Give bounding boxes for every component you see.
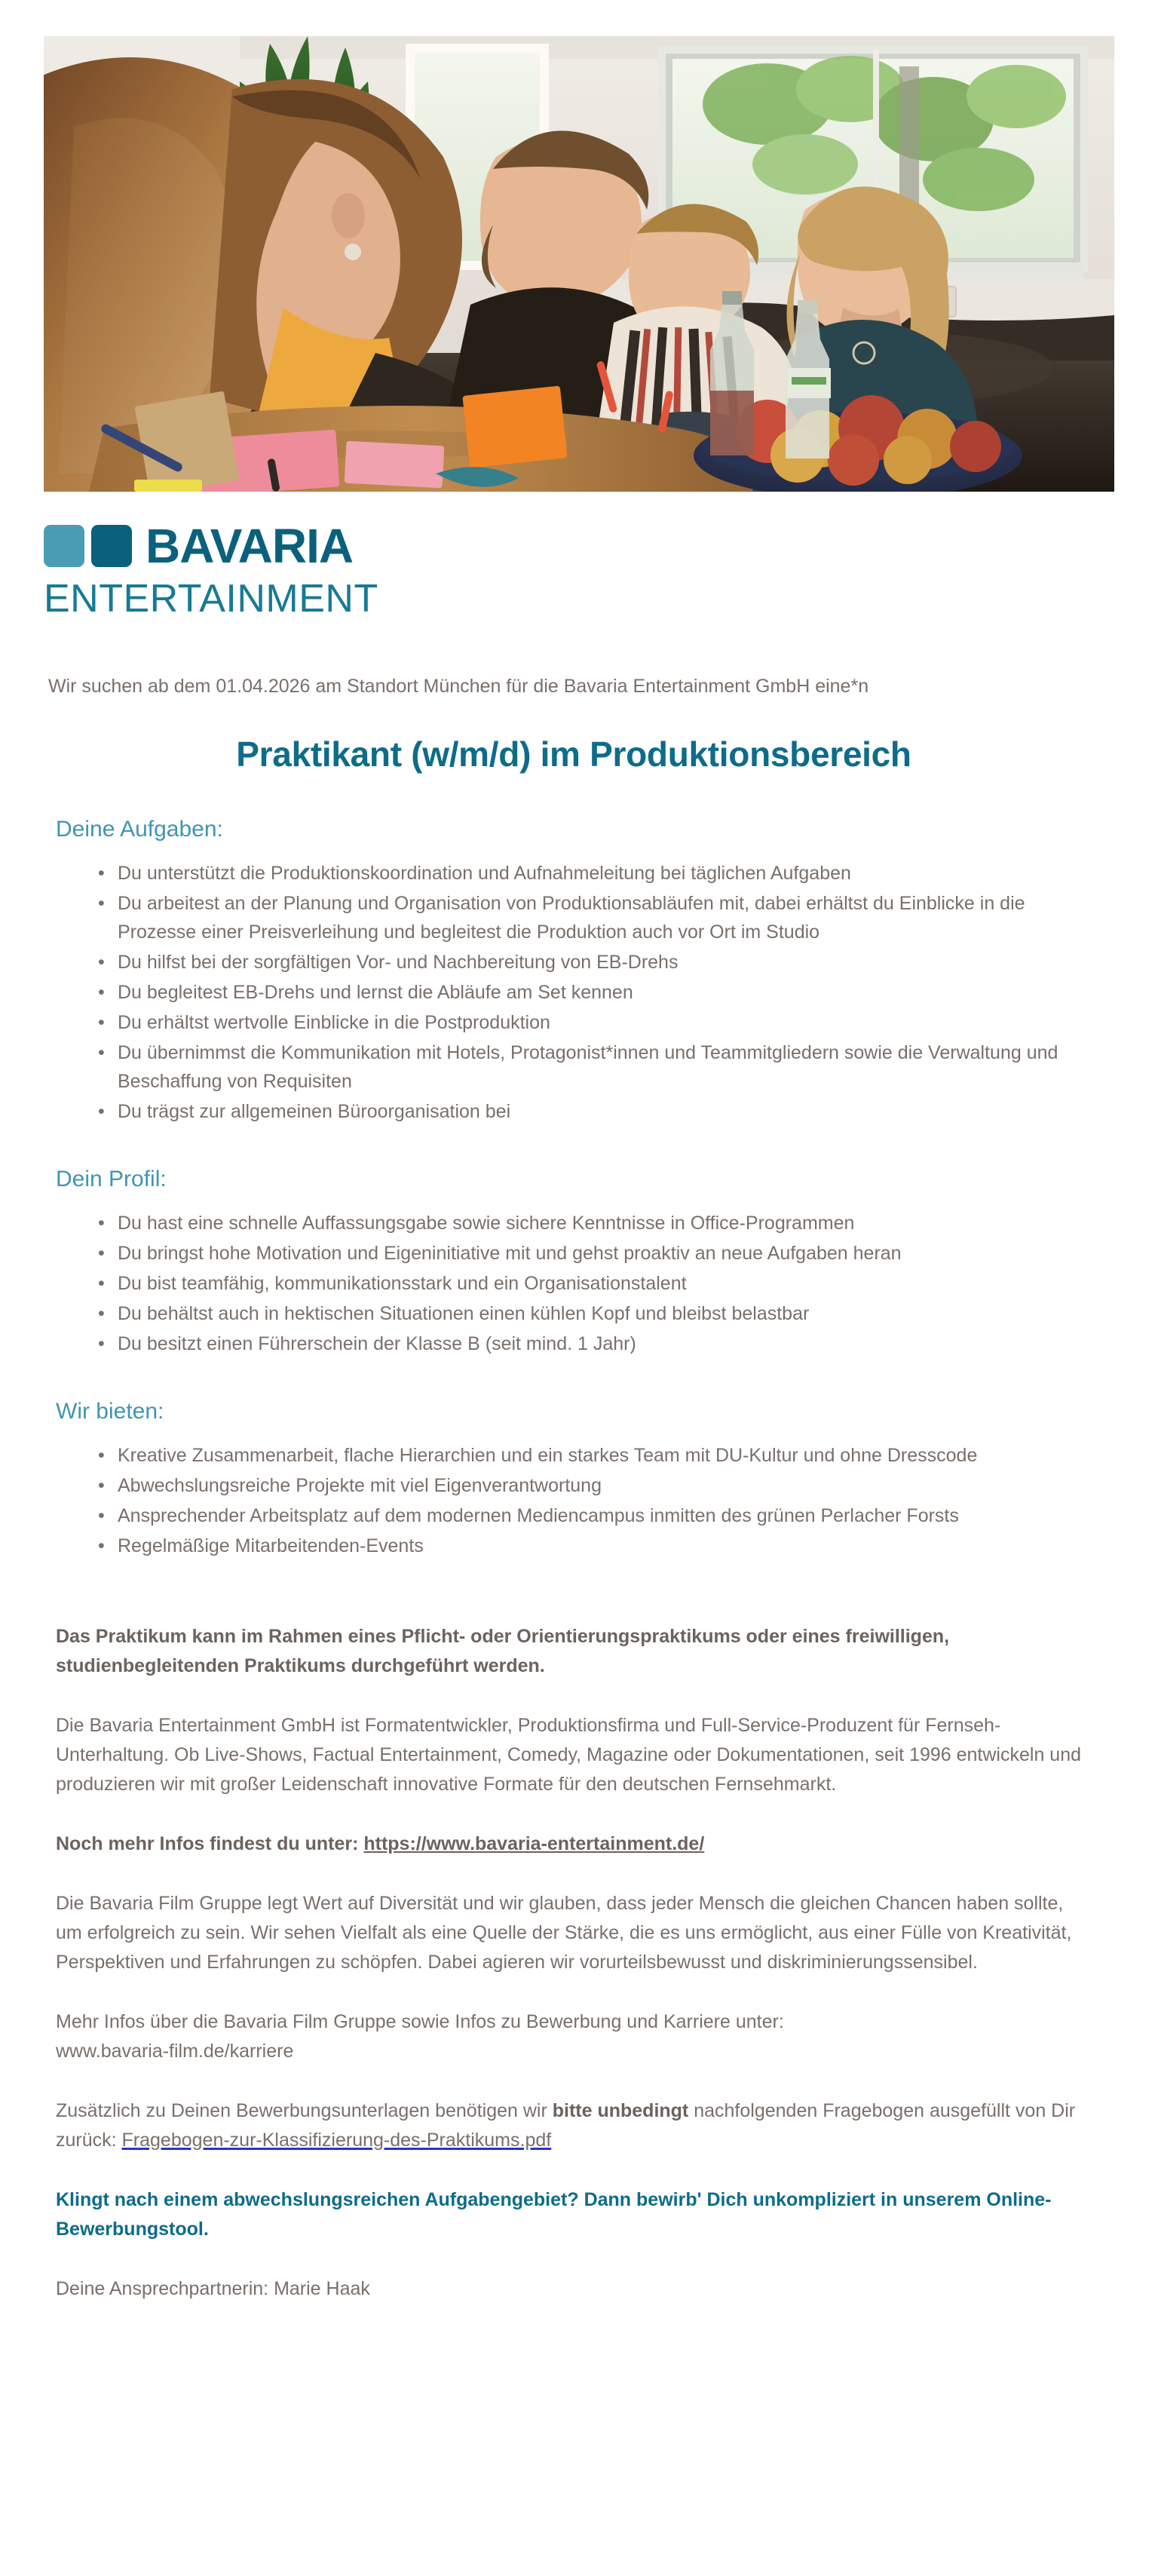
intro-line: Wir suchen ab dem 01.04.2026 am Standort München für die Bavaria Entertainment GmbH eine*n xyxy=(48,676,869,697)
logo-subwordmark: ENTERTAINMENT xyxy=(44,577,378,621)
logo-row xyxy=(44,519,1158,573)
section-heading: Deine Aufgaben: xyxy=(56,817,223,842)
wir-bieten-list xyxy=(48,1441,1099,1560)
bottom-spacer xyxy=(48,2304,1099,2334)
list-item: • Du unterstützt die Produktionskoordination und Aufnahmeleitung bei täglichen Aufgaben xyxy=(115,859,1099,888)
job-content xyxy=(0,673,1158,2334)
list-item: • Regelmäßige Mitarbeitenden-Events xyxy=(115,1532,1099,1560)
internship-note: Das Praktikum kann im Rahmen eines Pflicht- oder Orientierungspraktikums oder eines freiwilligen, studienbegleitenden Praktikums durchgeführt werden. xyxy=(56,1626,950,1676)
website-link[interactable]: https://www.bavaria-entertainment.de/ xyxy=(363,1833,705,1854)
career-info-line2: www.bavaria-film.de/karriere xyxy=(56,2041,294,2062)
logo-square-light-icon xyxy=(44,525,84,567)
list-item: • Du hast eine schnelle Auffassungsgabe sowie sichere Kenntnisse in Office-Programmen xyxy=(115,1209,1099,1237)
list-item: • Du begleitest EB-Drehs und lernst die Abläufe am Set kennen xyxy=(115,978,1099,1007)
logo-wordmark: BAVARIA xyxy=(146,519,354,573)
list-item: • Du bist teamfähig, kommunikationsstark und ein Organisationstalent xyxy=(115,1269,1099,1298)
career-info xyxy=(56,2007,1089,2066)
section-aufgaben xyxy=(48,817,1099,1126)
career-info-line1: Mehr Infos über die Bavaria Film Gruppe sowie Infos zu Bewerbung und Karriere unter: xyxy=(56,2011,784,2032)
list-item: • Du hilfst bei der sorgfältigen Vor- und Nachbereitung von EB-Drehs xyxy=(115,948,1099,977)
section-heading: Wir bieten: xyxy=(56,1399,164,1424)
company-logo xyxy=(0,492,1158,621)
hero-photo xyxy=(44,36,1114,492)
list-item: • Du behältst auch in hektischen Situationen einen kühlen Kopf und bleibst belastbar xyxy=(115,1299,1099,1328)
hero-photo-illustration xyxy=(44,36,1114,492)
page-title: Praktikant (w/m/d) im Produktionsbereich xyxy=(236,734,911,774)
contact-person: Deine Ansprechpartnerin: Marie Haak xyxy=(56,2278,370,2299)
spacer xyxy=(48,1562,1099,1592)
call-to-action: Klingt nach einem abwechslungsreichen Aufgabengebiet? Dann bewirb' Dich unkompliziert in unserem Online-Bewerbungstool. xyxy=(56,2189,1052,2240)
aufgaben-list xyxy=(48,859,1099,1126)
logo-mark-icon xyxy=(44,525,132,567)
section-profil xyxy=(48,1167,1099,1358)
section-wir-bieten xyxy=(48,1399,1099,1560)
list-item: • Du arbeitest an der Planung und Organisation von Produktionsabläufen mit, dabei erhältst du Einblicke in die Prozesse einer Preisverleihung und begleitest die Produktion auch vor Ort im Studio xyxy=(115,889,1099,946)
questionnaire-emphasis: bitte unbedingt xyxy=(552,2100,689,2121)
list-item: • Du trägst zur allgemeinen Büroorganisation bei xyxy=(115,1097,1099,1126)
list-item: • Abwechslungsreiche Projekte mit viel Eigenverantwortung xyxy=(115,1471,1099,1500)
list-item: • Kreative Zusammenarbeit, flache Hierarchien und ein starkes Team mit DU-Kultur und ohne Dresscode xyxy=(115,1441,1099,1470)
diversity-statement: Die Bavaria Film Gruppe legt Wert auf Diversität und wir glauben, dass jeder Mensch die gleichen Chancen haben sollte, um erfolgreich zu sein. Wir sehen Vielfalt als eine Quelle der Stärke, die es uns ermöglicht, aus einer Fülle von Kreativität, Perspektiven und Erfahrungen zu schöpfen. Dabei agieren wir vorurteilsbewusst und diskriminierungssensibel. xyxy=(56,1893,1072,1973)
questionnaire-paragraph xyxy=(56,2096,1089,2155)
questionnaire-pdf-link[interactable]: Fragebogen-zur-Klassifizierung-des-Praktikums.pdf xyxy=(121,2130,552,2151)
list-item: • Ansprechender Arbeitsplatz auf dem modernen Mediencampus inmitten des grünen Perlacher Forsts xyxy=(115,1501,1099,1530)
logo-square-dark-icon xyxy=(91,525,132,567)
company-description: Die Bavaria Entertainment GmbH ist Formatentwickler, Produktionsfirma und Full-Service-Produzent für Fernseh-Unterhaltung. Ob Live-Shows, Factual Entertainment, Comedy, Magazine oder Dokumentationen, seit 1996 entwickeln und produzieren wir mit großer Leidenschaft innovative Formate für den deutschen Fernsehmarkt. xyxy=(56,1715,1082,1795)
hero-image-container xyxy=(0,0,1158,492)
questionnaire-pre-text: Zusätzlich zu Deinen Bewerbungsunterlagen benötigen wir xyxy=(56,2100,553,2121)
list-item: • Du bringst hohe Motivation und Eigeninitiative mit und gehst proaktiv an neue Aufgaben heran xyxy=(115,1239,1099,1268)
profil-list xyxy=(48,1209,1099,1358)
more-info-paragraph xyxy=(56,1829,1089,1859)
questionnaire-mid-text: nachfolgenden Fragebogen ausgefüllt von Dir zurück: xyxy=(56,2100,1076,2151)
section-heading: Dein Profil: xyxy=(56,1167,167,1191)
list-item: • Du besitzt einen Führerschein der Klasse B (seit mind. 1 Jahr) xyxy=(115,1329,1099,1358)
list-item: • Du erhältst wertvolle Einblicke in die Postproduktion xyxy=(115,1008,1099,1037)
more-info-label: Noch mehr Infos findest du unter: xyxy=(56,1833,364,1854)
list-item: • Du übernimmst die Kommunikation mit Hotels, Protagonist*innen und Teammitgliedern sowie die Verwaltung und Beschaffung von Requisiten xyxy=(115,1038,1099,1096)
